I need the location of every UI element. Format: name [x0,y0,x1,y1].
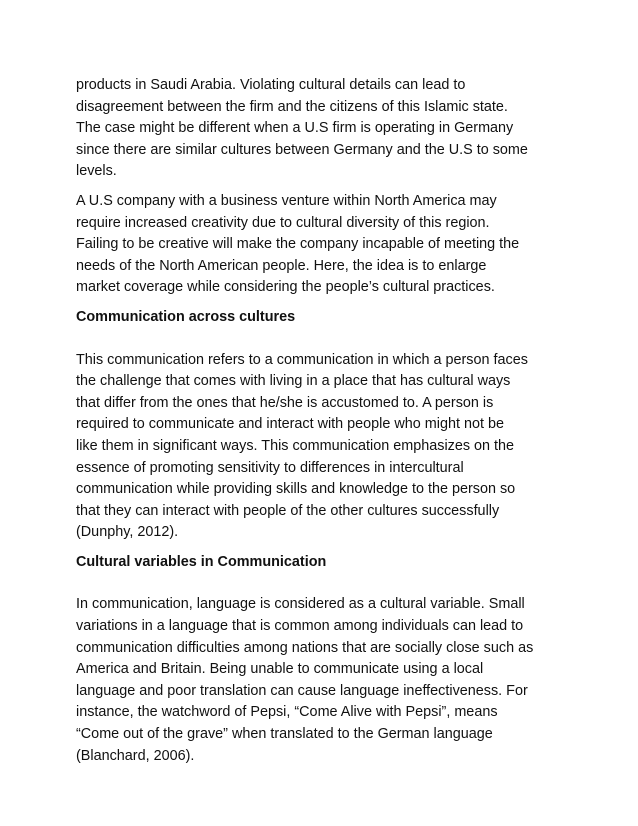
text-line: needs of the North American people. Here, the idea is to enlarge [76,257,487,274]
text-line: the challenge that comes with living in a place that has cultural ways [76,373,511,390]
text-line: variations in a language that is common among individuals can lead to [76,618,524,635]
spacer [76,329,576,350]
section-heading-cultural-variables: Cultural variables in Communication [76,553,327,570]
text-line: America and Britain. Being unable to communicate using a local [76,661,484,678]
text-line: Failing to be creative will make the company incapable of meeting the [76,236,520,253]
text-line: language and poor translation can cause language ineffectiveness. For [76,682,528,699]
text-line: essence of promoting sensitivity to differences in intercultural [76,459,464,476]
section-heading-communication-across-cultures: Communication across cultures [76,308,296,325]
text-line: products in Saudi Arabia. Violating cultural details can lead to [76,77,466,93]
text-line: The case might be different when a U.S firm is operating in Germany [76,120,514,137]
text-line: like them in significant ways. This communication emphasizes on the [76,437,515,454]
text-line: required to communicate and interact with people who might not be [76,416,504,433]
text-line: that they can interact with people of the other cultures successfully [76,502,500,519]
spacer [76,544,576,552]
text-line: communication while providing skills and knowledge to the person so [76,481,516,498]
text-line: “Come out of the grave” when translated to the German language [76,726,493,743]
paragraph-saudi-arabia [76,75,576,183]
text-line: In communication, language is considered as a cultural variable. Small [76,596,525,613]
text-line: (Blanchard, 2006). [76,747,195,764]
spacer [76,299,576,307]
text-line: levels. [76,163,117,180]
text-line: communication difficulties among nations that are socially close such as [76,639,534,656]
document-body [76,75,576,767]
text-line: since there are similar cultures between Germany and the U.S to some [76,141,528,158]
paragraph-cultural-variables [76,594,576,767]
text-line: that differ from the ones that he/she is accustomed to. A person is [76,394,494,411]
text-line: disagreement between the firm and the citizens of this Islamic state. [76,98,508,115]
spacer [76,183,576,191]
text-line: (Dunphy, 2012). [76,524,179,541]
text-line: require increased creativity due to cultural diversity of this region. [76,214,490,231]
paragraph-communication-across-cultures [76,350,576,544]
text-line: instance, the watchword of Pepsi, “Come Alive with Pepsi”, means [76,704,498,721]
text-line: This communication refers to a communication in which a person faces [76,351,528,368]
text-line: market coverage while considering the people’s cultural practices. [76,279,495,296]
text-line: A U.S company with a business venture within North America may [76,192,497,209]
spacer [76,573,576,594]
paragraph-north-america [76,191,576,299]
